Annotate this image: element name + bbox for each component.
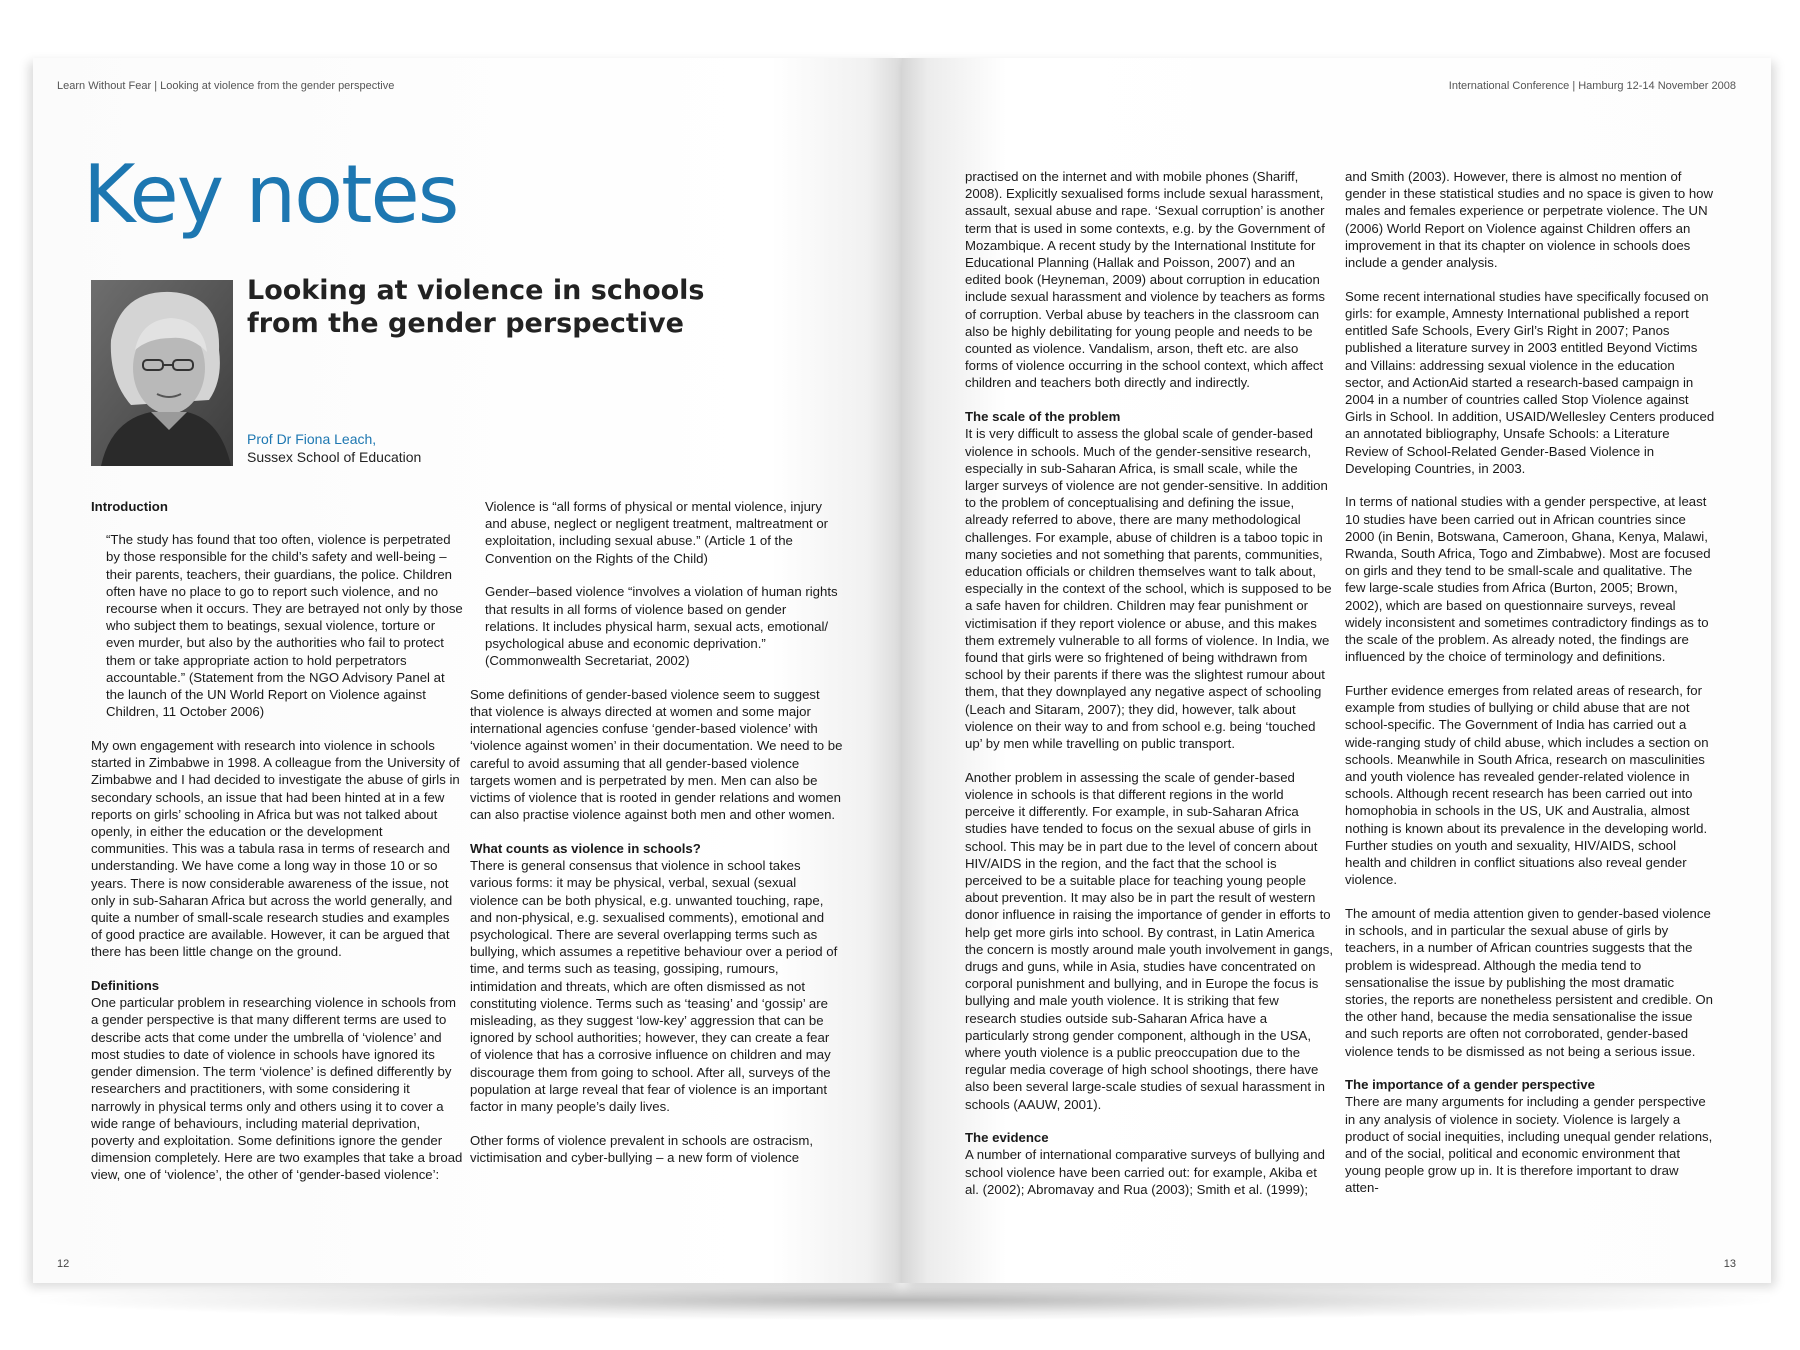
left-running-head: Learn Without Fear | Looking at violence from the gender perspective xyxy=(57,80,395,92)
definition-quote-violence: Violence is “all forms of physical or mental violence, injury and abuse, neglect or negligent treatment, maltreatment or exploitation, including sexual abuse.” (Article 1 of the Convention on the Rights of the Child) xyxy=(485,499,829,566)
paragraph: A number of international comparative surveys of bullying and school violence have been carried out: for example, Akiba et al. (2002); Abromavay and Rua (2003); Smith et al. (1999); xyxy=(965,1147,1325,1197)
right-running-head: International Conference | Hamburg 12-14 November 2008 xyxy=(1448,80,1736,92)
author-affiliation: Sussex School of Education xyxy=(247,449,422,465)
heading-evidence: The evidence xyxy=(965,1130,1049,1146)
heading-scale-of-problem: The scale of the problem xyxy=(965,409,1121,425)
left-column-1 xyxy=(91,498,463,1200)
paragraph: Other forms of violence prevalent in schools are ostracism, victimisation and cyber-bullying – a new form of violence xyxy=(470,1132,814,1165)
author-name: Prof Dr Fiona Leach, xyxy=(247,431,377,447)
article-title-line1: Looking at violence in schools xyxy=(247,275,705,306)
book-shadow xyxy=(40,1280,1770,1320)
paragraph: My own engagement with research into violence in schools started in Zimbabwe in 1998. A colleague from the University of Zimbabwe and I had decided to investigate the abuse of girls in secondary schools, an issue that had been hinted at in a few reports on girls’ schooling in Africa but was not talked about openly, in either the education or the development communities. This was a tabula rasa in terms of research and understanding. We have come a long way in those 10 or so years. There is now considerable awareness of the issue, not only in sub-Saharan Africa but across the world generally, and quite a number of small-scale research studies and examples of good practice are available. However, it can be argued that there has been little change on the ground. xyxy=(91,737,460,960)
heading-introduction: Introduction xyxy=(91,499,168,514)
paragraph: It is very difficult to assess the global scale of gender-based violence in schools. Much of the gender-sensitive research, especially in sub-Saharan Africa, is small scale, while the larger surveys of violence are not gender-sensitive. In addition to the problem of conceptualising and defining the issue, already referred to above, there are many methodological challenges. For example, abuse of children is a taboo topic in many societies and not something that parents, communities, education officials or children themselves want to talk about, especially in the context of the school, which is supposed to be a safe haven for children. Children may fear punishment or victimisation if they report violence or abuse, and this makes them extremely vulnerable to all forms of violence. In India, we found that girls were so frightened of being withdrawn from school by their parents if there was the slightest rumour about them, that they downplayed any negative aspect of schooling (Leach and Sitaram, 2007); they did, however, talk about violence on their way to and from school e.g. being ‘touched up’ by men while travelling on public transport. xyxy=(965,426,1332,751)
author-block xyxy=(247,430,421,466)
heading-definitions: Definitions xyxy=(91,978,160,994)
right-column-2 xyxy=(1345,168,1715,1213)
left-page xyxy=(33,58,902,1283)
paragraph: Some definitions of gender-based violence seem to suggest that violence is always directed at women and some major international agencies confuse ‘gender-based violence’ with ‘violence against women’ in their documentation. We need to be careful to avoid assuming that all gender-based violence targets women and is perpetrated by men. Men can also be victims of violence that is rooted in gender relations and women can also practise violence against both men and other women. xyxy=(470,686,843,823)
paragraph: In terms of national studies with a gender perspective, at least 10 studies have been carried out in African countries since 2000 (in Benin, Botswana, Cameroon, Ghana, Kenya, Malawi, Rwanda, South Africa, Togo and Zimbabwe). Most are focused on girls and they tend to be small-scale and qualitative. The few large-scale studies from Africa (Burton, 2005; Brown, 2002), which are based on questionnaire surveys, reveal widely inconsistent and sometimes contradictory findings as to the scale of the problem. As already noted, the findings are influenced by the choice of terminology and definitions. xyxy=(1345,494,1711,665)
paragraph: Another problem in assessing the scale of gender-based violence in schools is that different regions in the world perceive it differently. For example, in sub-Saharan Africa studies have tended to focus on the sexual abuse of girls in school. This may be in part due to the level of concern about HIV/AIDS in the region, and the fact that the school is perceived to be a suitable place for teaching young people about prevention. It may also be in part the result of western donor influence in raising the importance of gender in efforts to help get more girls into school. By contrast, in Latin America the concern is mostly around male youth involvement in gangs, drugs and guns, while in Asia, studies have concentrated on corporal punishment and bullying, and in Europe the focus is bullying and male youth violence. It is striking that few research studies outside sub-Saharan Africa have a particularly strong gender component, although in the USA, where youth violence is a public preoccupation due to the regular media coverage of high school shootings, there have also been several large-scale studies of sexual harassment in schools (AAUW, 2001). xyxy=(965,769,1333,1112)
paragraph: The amount of media attention given to gender-based violence in schools, and in particular the sexual abuse of girls by teachers, in a number of African countries suggests that the problem is widespread. Although the media tend to sensationalise the issue by publishing the most dramatic stories, the reports are nonetheless persistent and credible. On the other hand, because the media sensationalise the issue and such reports are often not corroborated, gender-based violence tends to be dismissed as not being a serious issue. xyxy=(1345,905,1713,1059)
portrait-image xyxy=(91,280,233,466)
article-title-line2: from the gender perspective xyxy=(247,308,684,339)
paragraph: There are many arguments for including a gender perspective in any analysis of violence in society. Violence is largely a product of social inequities, including unequal gender relations, and of the social, political and economic environment that young people grow up in. It is therefore important to draw atten- xyxy=(1345,1094,1713,1196)
heading-what-counts: What counts as violence in schools? xyxy=(470,840,701,856)
article-title xyxy=(247,274,705,340)
paragraph: Further evidence emerges from related areas of research, for example from studies of bullying or child abuse that are not school-specific. The Government of India has carried out a wide-ranging study of child abuse, which includes a section on schools. Meanwhile in South Africa, research on masculinities and youth violence has revealed gender-related violence in schools. Although recent research has been carried out into homophobia in schools in the US, UK and Australia, almost nothing is known about its prevalence in the developing world. Further studies on youth and sexuality, HIV/AIDS, school health and children in conflict situations also reveal gender violence. xyxy=(1345,682,1709,888)
right-page xyxy=(902,58,1771,1283)
paragraph: and Smith (2003). However, there is almost no mention of gender in these statistical studies and no space is given to how males and females experience or perpetrate violence. The UN (2006) World Report on Violence against Children offers an improvement in that its chapter on violence in schools does include a gender analysis. xyxy=(1345,169,1714,271)
heading-importance: The importance of a gender perspective xyxy=(1345,1077,1595,1093)
paragraph: One particular problem in researching violence in schools from a gender perspective is that many different terms are used to describe acts that come under the umbrella of ‘violence’ and most studies to date of violence in schools have ignored its gender dimension. The term ‘violence’ is defined differently by researchers and practitioners, with some considering it narrowly in physical terms only and others using it to cover a wide range of behaviours, including material deprivation, poverty and exploitation. Some definitions ignore the gender dimension completely. Here are two examples that take a broad view, one of ‘violence’, the other of ‘gender-based violence’: xyxy=(91,995,463,1183)
intro-quote: “The study has found that too often, violence is perpetrated by those responsible for the child’s safety and well-being – their parents, teachers, their guardians, the police. Children often have no place to go to report such violence, and no recourse when it occurs. They are betrayed not only by those who subject them to beatings, sexual violence, torture or even murder, but also by the authorities who fail to protect them or take appropriate action to hold perpetrators accountable.” (Statement from the NGO Advisory Panel at the launch of the UN World Report on Violence against Children, 11 October 2006) xyxy=(106,532,463,720)
author-portrait-photo xyxy=(91,280,233,466)
definition-quote-gbv: Gender–based violence “involves a violation of human rights that results in all forms of violence based on gender relations. It includes physical harm, sexual acts, emotional/ psychological abuse and economic deprivation.” (Commonwealth Secretariat, 2002) xyxy=(485,584,838,669)
paragraph: Some recent international studies have specifically focused on girls: for example, Amnesty International published a report entitled Safe Schools, Every Girl’s Right in 2007; Panos published a literature survey in 2003 entitled Beyond Victims and Villains: addressing sexual violence in the education sector, and ActionAid started a research-based campaign in 2004 in a number of countries called Stop Violence against Girls in School. In addition, USAID/Wellesley Centers produced an annotated bibliography, Unsafe Schools: a Literature Review of School-Related Gender-Based Violence in Developing Countries, in 2003. xyxy=(1345,288,1715,476)
paragraph: There is general consensus that violence in school takes various forms: it may be physical, verbal, sexual (sexual violence can be both physical, e.g. unwanted touching, rape, and non-physical, e.g. sexualised comments), emotional and psychological. There are several overlapping terms such as bullying, which assumes a repetitive behaviour over a period of time, and terms such as teasing, gossiping, rumours, intimidation and threats, which are often dismissed as not constituting violence. Terms such as ‘teasing’ and ‘gossip’ are misleading, as they suggest ‘low-key’ aggression that can be ignored by school authorities; however, they can create a fear of violence that has a corrosive influence on children and may discourage them from going to school. After all, surveys of the population at large reveal that fear of violence is an important factor in many people’s daily lives. xyxy=(470,858,838,1114)
section-title: Key notes xyxy=(83,148,458,241)
paragraph: practised on the internet and with mobile phones (Shariff, 2008). Explicitly sexualised forms include sexual harassment, assault, sexual abuse and rape. ‘Sexual corruption’ is another term that is used in some contexts, e.g. by the Government of Mozambique. A recent study by the International Institute for Educational Planning (Hallak and Poisson, 2007) and an edited book (Heyneman, 2009) about corruption in education include sexual harassment and violence by teachers as forms of corruption. Verbal abuse by teachers in the classroom can also be highly debilitating for young people and needs to be counted as violence. Vandalism, arson, theft etc. are also forms of violence occurring in the school context, which affect children and teachers both directly and indirectly. xyxy=(965,169,1325,391)
page-number-right: 13 xyxy=(1723,1258,1736,1270)
page-number-left: 12 xyxy=(57,1258,70,1270)
right-column-1 xyxy=(965,168,1333,1215)
left-column-2 xyxy=(470,498,843,1183)
